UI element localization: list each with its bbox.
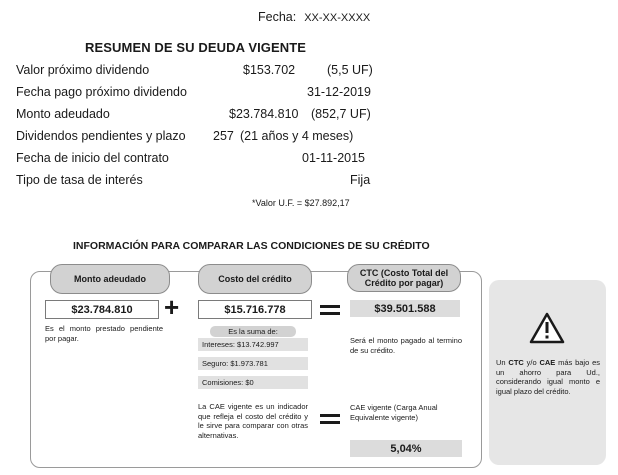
fecha-label: Fecha: (258, 10, 297, 24)
equals-sign (320, 414, 340, 428)
row-value: 01-11-2015 (302, 151, 366, 165)
ctc-desc: Será el monto pagado al termino de su crédito. (350, 336, 462, 355)
row-tipo-tasa (16, 173, 376, 193)
warning-icon (529, 312, 565, 344)
costo-header: Costo del crédito (198, 264, 312, 294)
warning-text (496, 358, 600, 396)
row-value: $23.784.810 (229, 107, 299, 121)
monto-header: Monto adeudado (50, 264, 170, 294)
costo-value: $15.716.778 (198, 300, 312, 319)
row-extra: (21 años y 4 meses) (240, 129, 354, 143)
row-extra: (5,5 UF) (327, 63, 373, 77)
equals-sign (320, 305, 340, 319)
seguro-cell: Seguro: $1.973.781 (198, 357, 308, 370)
nota-cae: CAE (539, 358, 556, 367)
nota-ctc: CTC (508, 358, 524, 367)
ctc-value: $39.501.588 (350, 300, 460, 317)
row-label: Fecha pago próximo dividendo (16, 85, 187, 99)
row-value: 31-12-2019 (307, 85, 371, 99)
row-valor-dividendo (16, 63, 376, 83)
row-label: Tipo de tasa de interés (16, 173, 143, 187)
row-label: Dividendos pendientes y plazo (16, 129, 186, 143)
row-value: 257 (213, 129, 234, 143)
monto-value: $23.784.810 (45, 300, 159, 319)
monto-desc: Es el monto prestado pendiente por pagar. (45, 324, 163, 343)
row-extra: (852,7 UF) (311, 107, 371, 121)
costo-desc: La CAE vigente es un indicador que refleja el costo del crédito y le sirve para comparar con otras alternativas. (198, 402, 308, 440)
row-value: $153.702 (243, 63, 296, 77)
uf-note: *Valor U.F. = $27.892,17 (252, 198, 350, 208)
row-label: Monto adeudado (16, 107, 110, 121)
fecha-line (258, 10, 370, 24)
row-value: Fija (350, 173, 371, 187)
row-dividendos-pendientes (16, 129, 376, 149)
cae-value: 5,04% (350, 440, 462, 457)
row-fecha-pago (16, 85, 376, 105)
plus-sign: + (164, 292, 180, 322)
ctc-header: CTC (Costo Total del Crédito por pagar) (347, 264, 461, 292)
cae-label: CAE vigente (Carga Anual Equivalente vigente) (350, 403, 438, 422)
row-label: Valor próximo dividendo (16, 63, 150, 77)
comisiones-cell: Comisiones: $0 (198, 376, 308, 389)
nota-post: más bajo es un ahorro para Ud., considerando igual monto e igual plazo del crédito. (496, 358, 600, 396)
resumen-title: RESUMEN DE SU DEUDA VIGENTE (85, 40, 307, 55)
intereses-cell: Intereses: $13.742.997 (198, 338, 308, 351)
suma-label: Es la suma de: (210, 326, 296, 337)
row-monto-adeudado (16, 107, 376, 127)
comparar-title: INFORMACIÓN PARA COMPARAR LAS CONDICIONES DE SU CRÉDITO (73, 240, 430, 252)
fecha-value: XX-XX-XXXX (304, 12, 371, 24)
row-fecha-inicio (16, 151, 376, 171)
nota-mid: y/o (523, 358, 540, 367)
nota-pre: Un (496, 358, 509, 367)
row-label: Fecha de inicio del contrato (16, 151, 169, 165)
